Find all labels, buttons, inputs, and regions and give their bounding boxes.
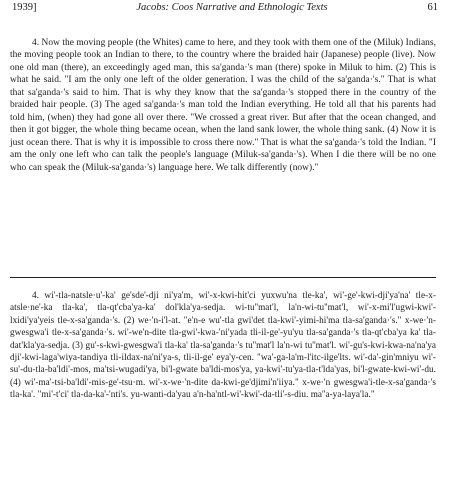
native-text-block [10, 289, 436, 401]
running-header [12, 2, 438, 18]
english-text-block [10, 37, 436, 174]
running-title: Jacobs: Coos Narrative and Ethnologic Texts [136, 2, 328, 13]
native-paragraph: 4. wi'-tla-natsle·u'-ka' ge'sde'-dji ni'ya'm, wi'-x-kwi-hit'ci yuxwu'na tle-ka', wi'-ge'-kwi-dji'ya'na' tle-x-atsle·ne'-ka tla-ka', tla-qt'cba'ya-ka' dol'kla'ya-sedja. wi-tu''mat'l, la'n-wi-tu''mat'l, wi'-x-mi'l'ugwi-kwi'-lxidi'ya'yeis tle-x-sa'ganda·'s. (2) we·'n-i'l-at. "e'n-e wu'-tla gwi'det tla-kwi'-yimi-hi'ma tla-sa'ganda·'s." x-we·'n-gwesgwa'i tle-x-sa'ganda·'s. wi'-we'n-dite tla-gwi'-kwa-'ni'yada tli-il-ge'-yu'yu tla-sa'ganda·'s tla-qt'cba'ya ka' tla-dat'kla'ya-sedja. (3) gu'-s-kwi-gwesgwa'i tla-ka' tla-sa'ganda·'s tu''mat'l la'n-wi tu''mat'l. wi'-gu's-kwi-kwa-na'na'ya dji'-kwi-laga'wiya-tandiya tli-ildax-na'ni'ya-s, tli-il-ge' eya'y-cen. "wa'-ga-la'm-l'itc-ilge'lts. wi'-da'-gin'mniyu wi'-su'-du-tla-ba'ldi'-mos, ma'tsi-wugadi'ya, bi'l-gwate ba'ldi-mos'ya, ya-kwi'-tu'ya-tla-t'lda'yas, bi'l-gwate-kwi-wi'-du. (4) wi'-ma'-tsi-ba'ldi'-mis-ge'-tsu·m. wi'-x-we·'n-dite da-kwi-ge'djimi'n'iiya." x-we·'n gwesgwa'i-tle-x-sa'ganda·'s tla-ka'. "mi'-t'ci' tla-da-ka'-'nti's. yu-wanti-da'yau a'n-ha'ntl-wi'-kwi'-da-tli'-s-diu. ma''a-ya-laya'la." [10, 290, 436, 400]
year-label: 1939] [12, 2, 37, 13]
divider-rule [10, 277, 436, 278]
english-paragraph: 4. Now the moving people (the Whites) came to here, and they took with them one of the (Miluk) Indians, the moving people took an Indian to there, to the country where the braided hair (Japanese) people (live). Now one old man (there), an exceedingly aged man, this sa'ganda·'s man (there) spoke in Miluk to him. (2) This is what he said. "I am the only one left of the older generation. I was the child of the sa'ganda·'s." That is what that sa'ganda·'s said to him. That is why they know that the sa'ganda·'s stopped there in the country of the braided hair people. (3) The aged sa'ganda·'s man told the Indian everything. He told all that his parents had told him, (when) they had gone all over there. "We crossed a great river. But after that the ocean changed, and then it got bigger, the whole thing became ocean, when the land sank lower, the whole thing sank. (4) Now it is just ocean there. That is why it is impossible to cross there now." That is what the sa'ganda·'s told the Indian. "I am the only one left who can talk the people's language (Miluk-sa'ganda·'s). When I die there will be no one who can speak the (Miluk-sa'ganda·'s) language here. We talk differently (now)." [10, 38, 436, 173]
page-number: 61 [427, 2, 438, 13]
